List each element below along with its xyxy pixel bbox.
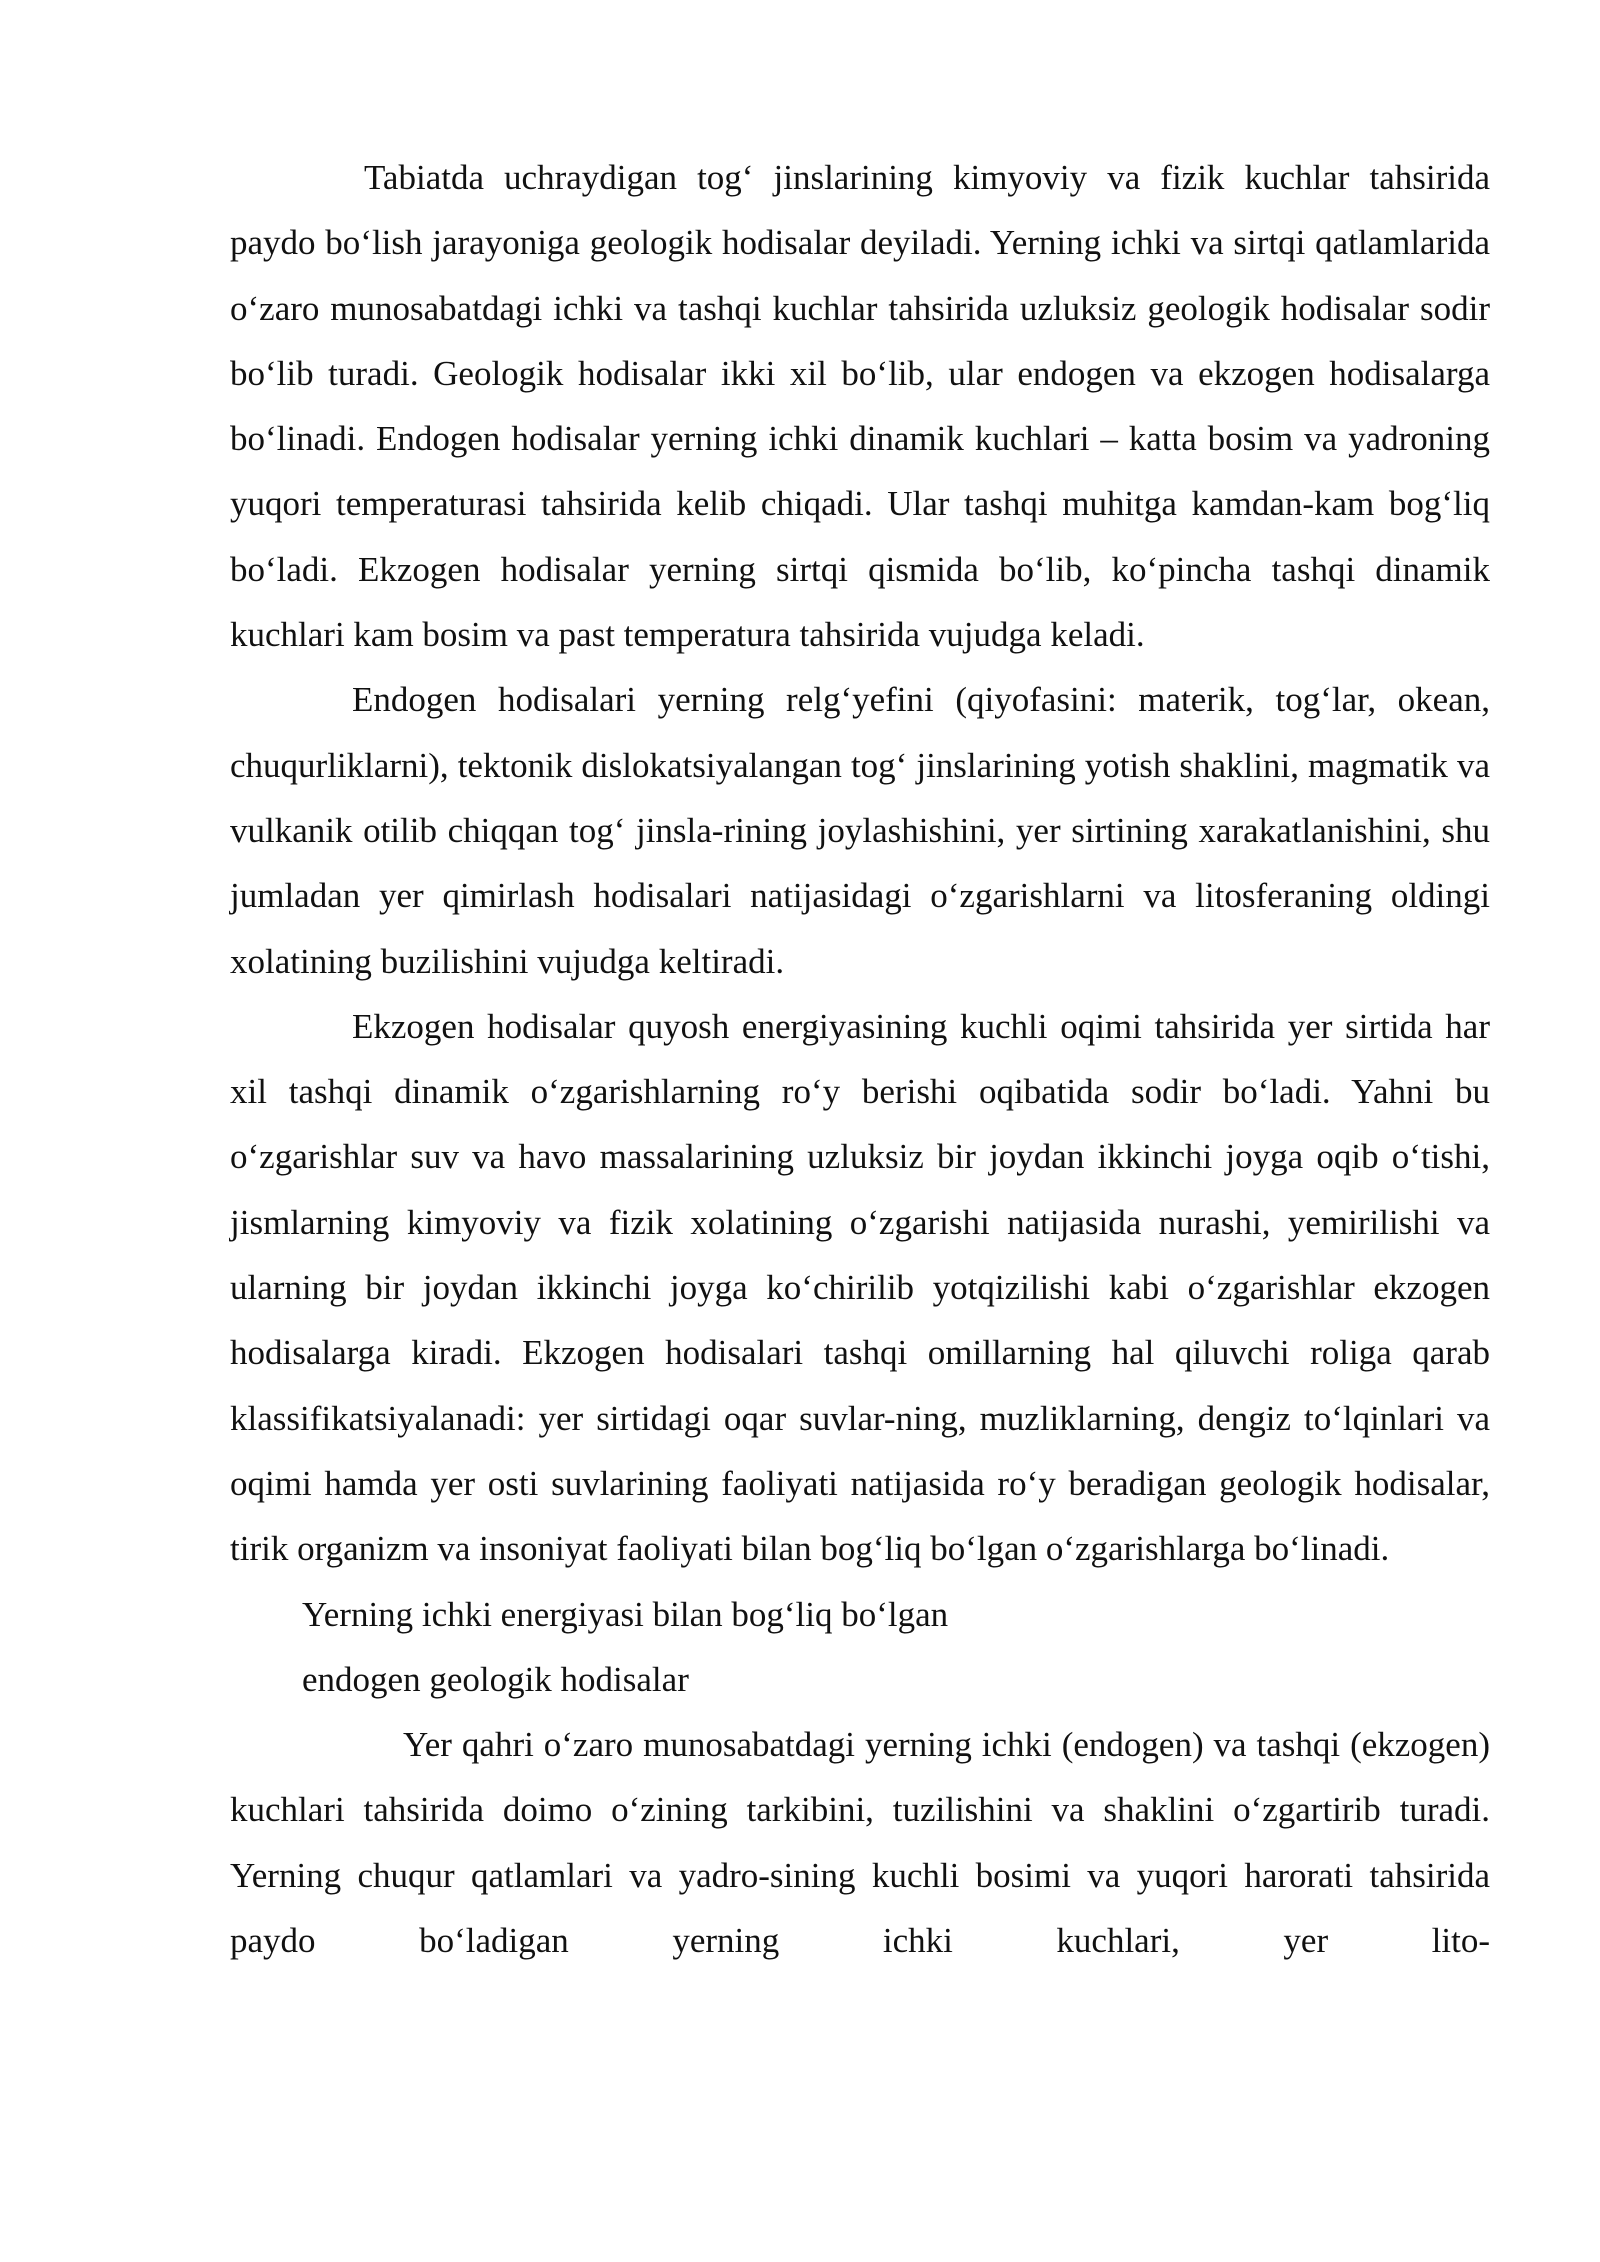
paragraph-endogenous-effects: Endogen hodisalari yerning relg‘yefini (qiyofasini: materik, tog‘lar, okean, chuqurliklarni), tektonik dislokatsiyalangan tog‘ jinslarining yotish shaklini, magmatik va vulkanik otilib chiqqan tog‘ jinsla-rining joylashishini, yer sirtining xarakatlanishini, shu jumladan yer qimirlash hodisalari natijasidagi o‘zgarishlarni va litosferaning oldingi xolatining buzilishini vujudga keltiradi. [230, 680, 1490, 981]
paragraph-exogenous-processes: Ekzogen hodisalar quyosh energiyasining kuchli oqimi tahsirida yer sirtida har xil tashqi dinamik o‘zgarishlarning ro‘y berishi oqibatida sodir bo‘ladi. Yahni bu o‘zgarishlar suv va havo massalarining uzluksiz bir joydan ikkinchi joyga oqib o‘tishi, jismlarning kimyoviy va fizik xolatining o‘zgarishi natijasida nurashi, yemirilishi va ularning bir joydan ikkinchi joyga ko‘chirilib yotqizilishi kabi o‘zgarishlar ekzogen hodisalarga kiradi. Ekzogen hodisalari tashqi omillarning hal qiluvchi roliga qarab klassifikatsiyalanadi: yer sirtidagi oqar suvlar-ning, muzliklarning, dengiz to‘lqinlari va oqimi hamda yer osti suvlarining faoliyati natijasida ro‘y beradigan geologik hodisalar, tirik organizm va insoniyat faoliyati bilan bog‘liq bo‘lgan o‘zgarishlarga bo‘linadi. [230, 1006, 1490, 1569]
paragraph-earth-crust: Yer qahri o‘zaro munosabatdagi yerning ichki (endogen) va tashqi (ekzogen) kuchlari tahsirida doimo o‘zining tarkibini, tuzilishini va shaklini o‘zgartirib turadi. Yerning chuqur qatlamlari va yadro-sining kuchli bosimi va yuqori harorati tahsirida paydo bo‘ladigan yerning ichki kuchlari, yer lito- [230, 1725, 1490, 1961]
paragraph-geological-processes: Tabiatda uchraydigan tog‘ jinslarining kimyoviy va fizik kuchlar tahsirida paydo bo‘lish jarayoniga geologik hodisalar deyiladi. Yerning ichki va sirtqi qatlamlarida o‘zaro munosabatdagi ichki va tashqi kuchlar tahsirida uzluksiz geologik hodisalar sodir bo‘lib turadi. Geologik hodisalar ikki xil bo‘lib, ular endogen va ekzogen hodisalarga bo‘linadi. Endogen hodisalar yerning ichki dinamik kuchlari – katta bosim va yadroning yuqori temperaturasi tahsirida kelib chiqadi. Ular tashqi muhitga kamdan-kam bog‘liq bo‘ladi. Ekzogen hodisalar yerning sirtqi qismida bo‘lib, ko‘pincha tashqi dinamik kuchlari kam bosim va past temperatura tahsirida vujudga keladi. [230, 158, 1490, 655]
section-heading [230, 1582, 1490, 1713]
document-page [230, 145, 1490, 1973]
section-heading-line-1: Yerning ichki energiyasi bilan bog‘liq bo‘lgan [302, 1594, 949, 1634]
section-heading-line-2: endogen geologik hodisalar [302, 1659, 689, 1699]
